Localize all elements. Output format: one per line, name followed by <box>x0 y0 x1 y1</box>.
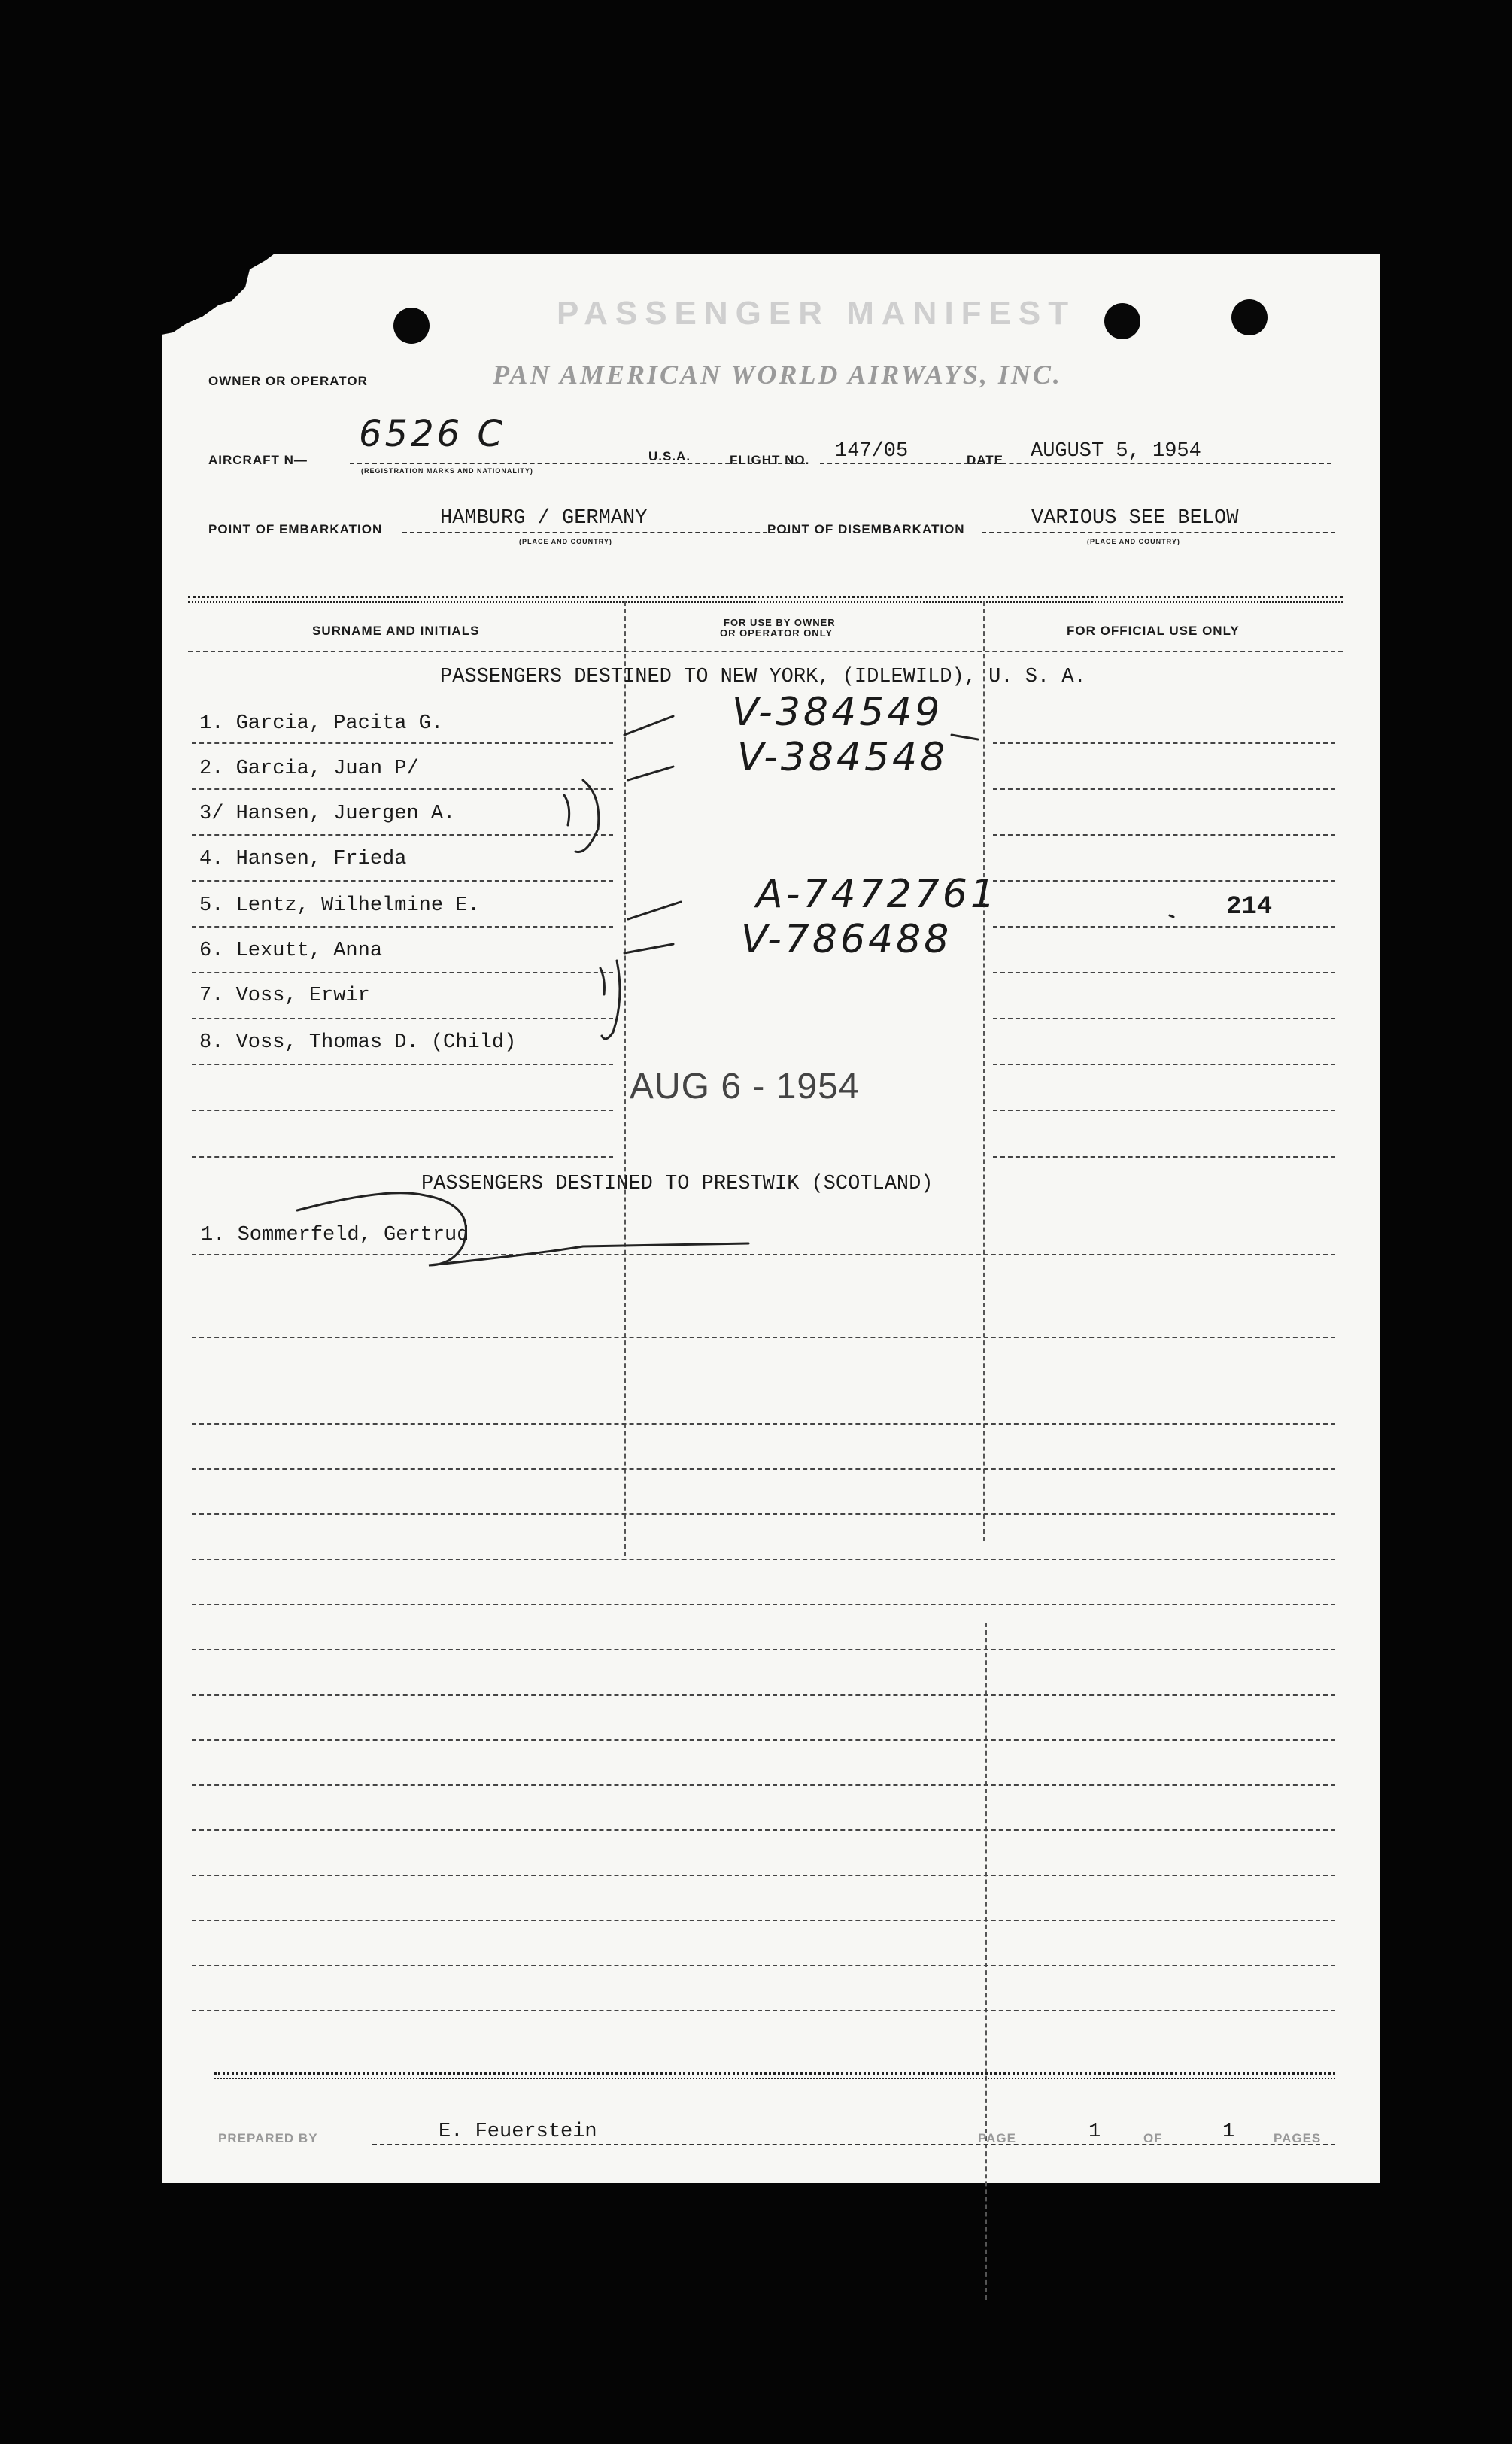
check-stroke <box>628 767 673 780</box>
strike-mark <box>297 1193 748 1265</box>
dash-mark <box>952 735 978 739</box>
prepared-label: PREPARED BY <box>218 2131 318 2145</box>
tick-mark <box>600 961 620 1039</box>
manifest-sheet <box>162 254 1380 2183</box>
passenger-name: 1. Garcia, Pacita G. <box>199 712 444 735</box>
passenger-name: 5. Lentz, Wilhelmine E. <box>199 894 480 917</box>
aircraft-value: 6526 C <box>359 413 506 455</box>
usa-label: U.S.A. <box>648 449 691 463</box>
of-value: 1 <box>1222 2121 1235 2143</box>
page-value: 1 <box>1088 2121 1101 2143</box>
form-title: PASSENGER MANIFEST <box>557 295 1076 332</box>
passenger-name: 1. Sommerfeld, Gertrud <box>201 1224 469 1246</box>
date-label: DATE <box>967 453 1004 467</box>
check-stroke <box>624 944 673 953</box>
check-stroke <box>628 902 681 919</box>
pages-label: PAGES <box>1274 2131 1322 2145</box>
owner-value: PAN AMERICAN WORLD AIRWAYS, INC. <box>493 360 1062 390</box>
footer-rule-2 <box>214 2078 1335 2079</box>
col-surname-header: SURNAME AND INITIALS <box>312 624 480 638</box>
group-heading-newyork: PASSENGERS DESTINED TO NEW YORK, (IDLEWILD), U. S. A. <box>440 666 1086 688</box>
disembark-label: POINT OF DISEMBARKATION <box>767 522 965 536</box>
col-owner-header-1: FOR USE BY OWNER <box>724 617 836 628</box>
footer-rule <box>214 2072 1335 2075</box>
group-heading-prestwik: PASSENGERS DESTINED TO PRESTWIK (SCOTLAND) <box>421 1173 934 1195</box>
aircraft-label: AIRCRAFT N— <box>208 453 308 467</box>
tick-mark <box>564 780 599 852</box>
embark-value: HAMBURG / GERMANY <box>440 507 648 530</box>
date-stamp: AUG 6 - 1954 <box>630 1067 860 1107</box>
embark-label: POINT OF EMBARKATION <box>208 522 383 536</box>
passenger-name: 8. Voss, Thomas D. (Child) <box>199 1031 517 1054</box>
disembark-value: VARIOUS SEE BELOW <box>1031 507 1239 530</box>
dot-mark <box>1170 915 1173 917</box>
embark-sub: (PLACE AND COUNTRY) <box>519 538 612 545</box>
passenger-name: 2. Garcia, Juan P/ <box>199 757 419 780</box>
passenger-owner-note: V-384548 <box>737 735 949 780</box>
passenger-owner-note: A-7472761 <box>756 872 998 917</box>
passenger-official-note: 214 <box>1226 893 1273 921</box>
footer-underline <box>372 2144 1335 2145</box>
col-official-header: FOR OFFICIAL USE ONLY <box>1067 624 1240 638</box>
of-label: OF <box>1143 2131 1163 2145</box>
disembark-sub: (PLACE AND COUNTRY) <box>1087 538 1180 545</box>
prepared-value: E. Feuerstein <box>439 2121 597 2143</box>
passenger-name: 6. Lexutt, Anna <box>199 940 383 962</box>
owner-label: OWNER OR OPERATOR <box>208 374 368 388</box>
page-label: PAGE <box>978 2131 1016 2145</box>
passenger-owner-note: V-786488 <box>741 917 952 962</box>
check-stroke <box>624 716 673 735</box>
passenger-name: 3/ Hansen, Juergen A. <box>199 803 456 825</box>
handwritten-marks <box>162 254 1380 2183</box>
passenger-owner-note: V-384549 <box>732 690 943 735</box>
passenger-name: 7. Voss, Erwir <box>199 985 370 1007</box>
aircraft-sub: (REGISTRATION MARKS AND NATIONALITY) <box>361 467 533 475</box>
date-value: AUGUST 5, 1954 <box>1031 440 1201 463</box>
flight-value: 147/05 <box>835 440 909 463</box>
flight-label: FLIGHT NO. <box>730 453 810 467</box>
passenger-name: 4. Hansen, Frieda <box>199 848 407 870</box>
col-owner-header-2: OR OPERATOR ONLY <box>720 627 833 639</box>
